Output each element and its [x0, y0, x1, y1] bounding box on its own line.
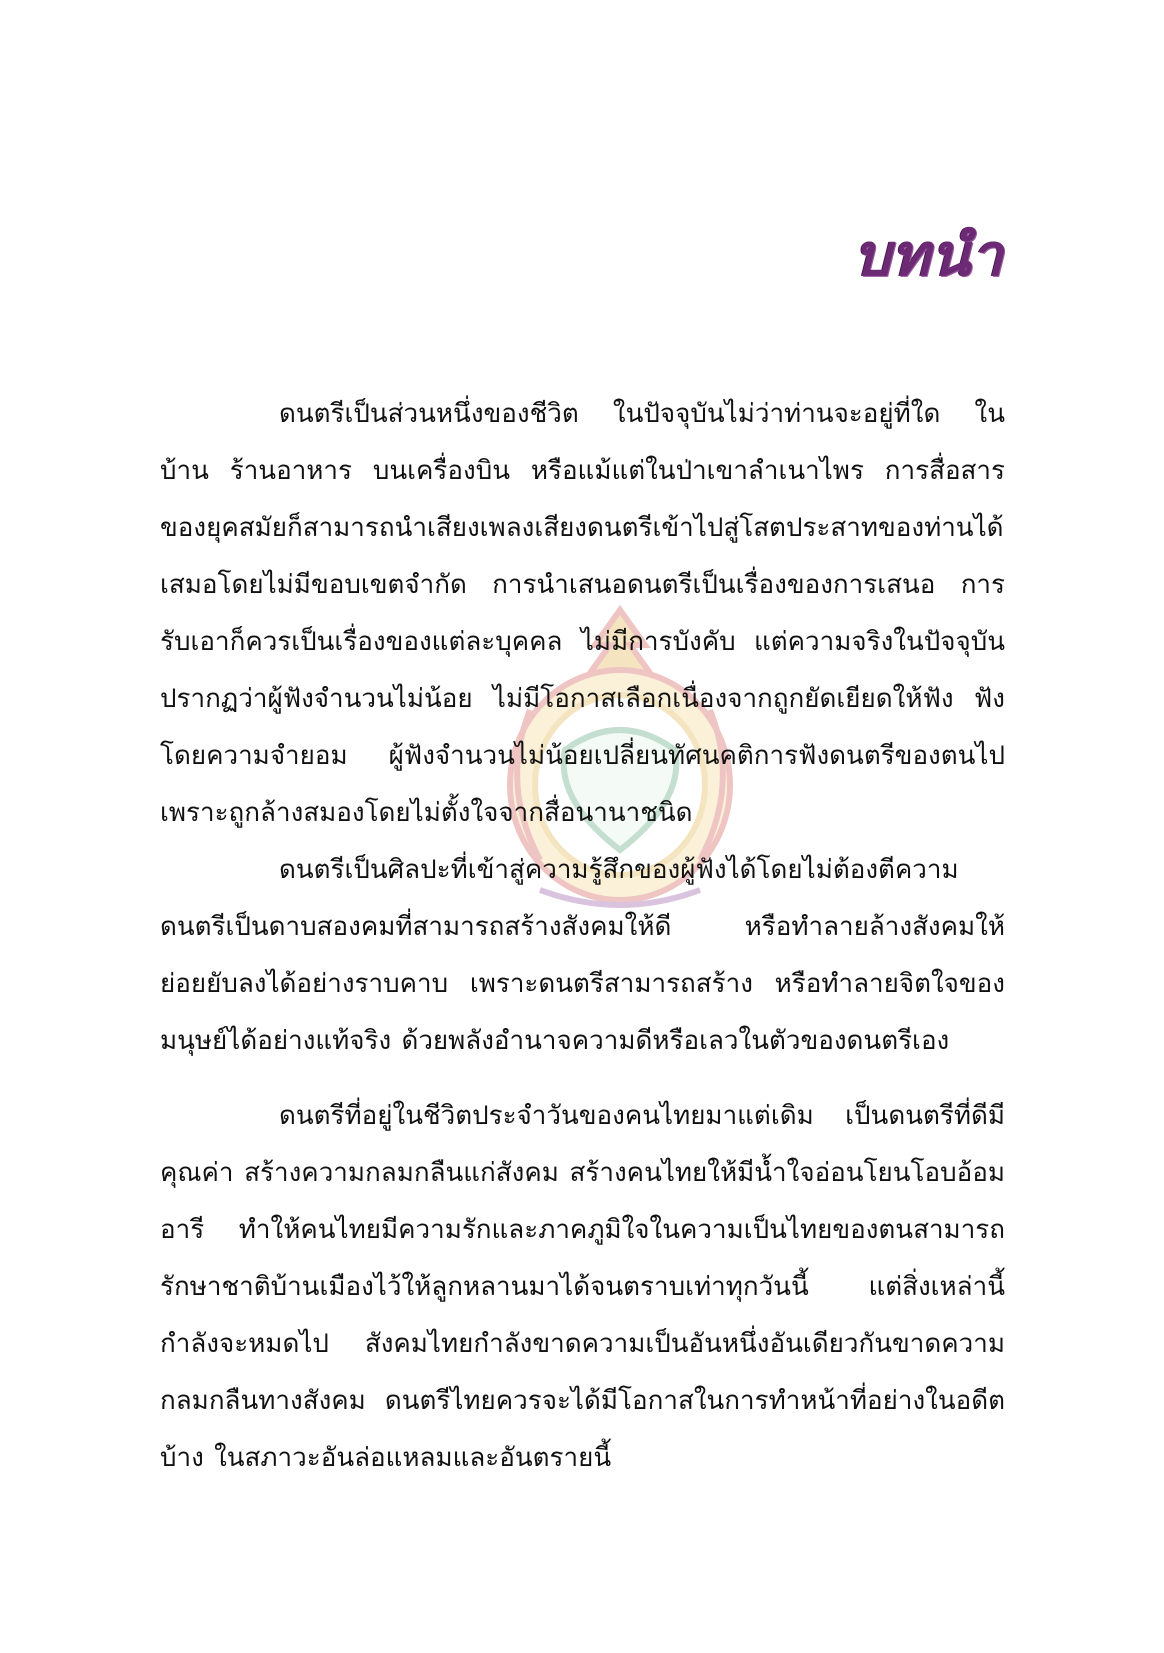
body-text — [160, 386, 1005, 1487]
paragraph: ดนตรีเป็นศิลปะที่เข้าสู่ความรู้สึกของผู้ฟังได้โดยไม่ต้องตีความ ดนตรีเป็นดาบสองคมที่สามารถสร้างสังคมให้ดี หรือทำลายล้างสังคมให้ย่อยยับลงได้อย่างราบคาบ เพราะดนตรีสามารถสร้าง หรือทำลายจิตใจของมนุษย์ได้อย่างแท้จริง ด้วยพลังอำนาจความดีหรือเลวในตัวของดนตรีเอง — [160, 855, 1005, 1056]
paragraph: ดนตรีเป็นส่วนหนึ่งของชีวิต ในปัจจุบันไม่ว่าท่านจะอยู่ที่ใด ในบ้าน ร้านอาหาร บนเครื่องบิน หรือแม้แต่ในป่าเขาลำเนาไพร การสื่อสารของยุคสมัยก็สามารถนำเสียงเพลงเสียงดนตรีเข้าไปสู่โสตประสาทของท่านได้เสมอโดยไม่มีขอบเขตจำกัด การนำเสนอดนตรีเป็นเรื่องของการเสนอ การรับเอาก็ควรเป็นเรื่องของแต่ละบุคคล ไม่มีการบังคับ แต่ความจริงในปัจจุบันปรากฏว่าผู้ฟังจำนวนไม่น้อย ไม่มีโอกาสเลือกเนื่องจากถูกยัดเยียดให้ฟัง ฟังโดยความจำยอม ผู้ฟังจำนวนไม่น้อยเปลี่ยนทัศนคติการฟังดนตรีของตนไป เพราะถูกล้างสมองโดยไม่ตั้งใจจากสื่อนานาชนิด — [160, 399, 1005, 828]
page-title: บทนำ — [853, 221, 1004, 289]
paragraph: ดนตรีที่อยู่ในชีวิตประจำวันของคนไทยมาแต่เดิม เป็นดนตรีที่ดีมีคุณค่า สร้างความกลมกลืนแก่สังคม สร้างคนไทยให้มีน้ำใจอ่อนโยนโอบอ้อมอารี ทำให้คนไทยมีความรักและภาคภูมิใจในความเป็นไทยของตนสามารถรักษาชาติบ้านเมืองไว้ให้ลูกหลานมาได้จนตราบเท่าทุกวันนี้ แต่สิ่งเหล่านี้กำลังจะหมดไป สังคมไทยกำลังขาดความเป็นอันหนึ่งอันเดียวกันขาดความกลมกลืนทางสังคม ดนตรีไทยควรจะได้มีโอกาสในการทำหน้าที่อย่างในอดีตบ้าง ในสภาวะอันล่อแหลมและอันตรายนี้ — [160, 1101, 1005, 1473]
